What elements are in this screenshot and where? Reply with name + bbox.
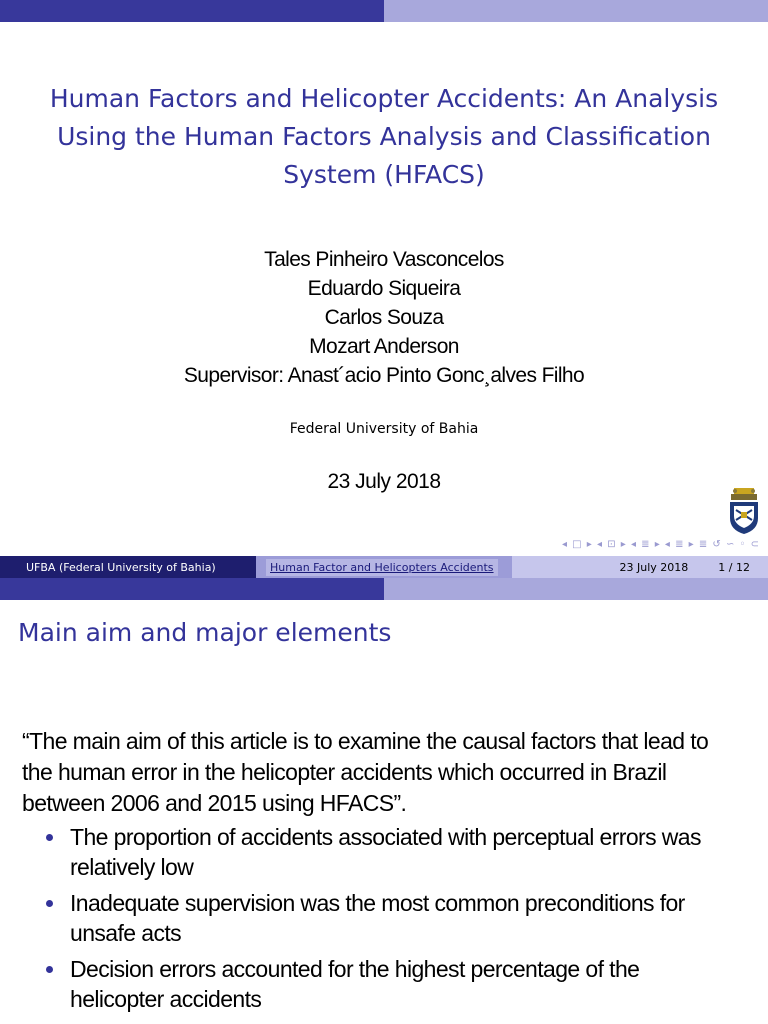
footer-date: 23 July 2018 bbox=[619, 560, 689, 574]
bullet-icon bbox=[46, 834, 53, 841]
author-name: Eduardo Siqueira bbox=[307, 277, 461, 300]
bullet-text: The proportion of accidents associated with perceptual errors was relatively low bbox=[70, 824, 701, 880]
frame-title: Main aim and major elements bbox=[18, 618, 392, 647]
footer-institution bbox=[0, 556, 256, 578]
footer-info bbox=[512, 556, 768, 578]
presentation-title: Human Factors and Helicopter Accidents: An Analysis Using the Human Factors Analysis and Classification System (HFACS) bbox=[49, 84, 719, 189]
top-header-bar bbox=[0, 578, 768, 600]
author-name: Mozart Anderson bbox=[309, 335, 459, 358]
institute: Federal University of Bahia bbox=[289, 421, 479, 437]
footer-title bbox=[256, 556, 512, 578]
supervisor-name: Supervisor: Anast´acio Pinto Gonc¸alves Filho bbox=[183, 364, 585, 387]
bullet-text: Decision errors accounted for the highest percentage of the helicopter accidents bbox=[70, 956, 640, 1012]
footer-page-number: 1 / 12 bbox=[718, 560, 750, 574]
author-name: Carlos Souza bbox=[324, 306, 444, 329]
header-bar-light bbox=[384, 0, 768, 22]
header-bar-dark bbox=[0, 578, 384, 600]
footer-institution-text: UFBA (Federal University of Bahia) bbox=[26, 560, 216, 574]
author-name: Tales Pinheiro Vasconcelos bbox=[264, 248, 504, 271]
top-header-bar bbox=[0, 0, 768, 22]
list-item bbox=[44, 954, 734, 1014]
presentation-date: 23 July 2018 bbox=[327, 470, 441, 493]
bullet-text: Inadequate supervision was the most common preconditions for unsafe acts bbox=[70, 890, 685, 946]
bullet-icon bbox=[46, 900, 53, 907]
header-bar-light bbox=[384, 578, 768, 600]
header-bar-dark bbox=[0, 0, 384, 22]
list-item bbox=[44, 888, 734, 948]
author-list bbox=[0, 245, 768, 390]
footer-bar bbox=[0, 556, 768, 578]
bullet-icon bbox=[46, 966, 53, 973]
findings-list bbox=[44, 822, 734, 1020]
list-item bbox=[44, 822, 734, 882]
footer-title-link[interactable]: Human Factor and Helicopters Accidents bbox=[266, 559, 498, 576]
aim-quote: “The main aim of this article is to examine the causal factors that lead to the human error in the helicopter accidents which occurred in Brazil between 2006 and 2015 using HFACS”. bbox=[22, 728, 709, 816]
university-crest-icon bbox=[726, 486, 762, 536]
beamer-navigation-symbols[interactable]: ◂ □ ▸ ◂ ⊡ ▸ ◂ ≣ ▸ ◂ ≣ ▸ ≣ ↺ ∽ ◦ ⊂ bbox=[561, 539, 760, 550]
content-slide bbox=[0, 578, 768, 1024]
